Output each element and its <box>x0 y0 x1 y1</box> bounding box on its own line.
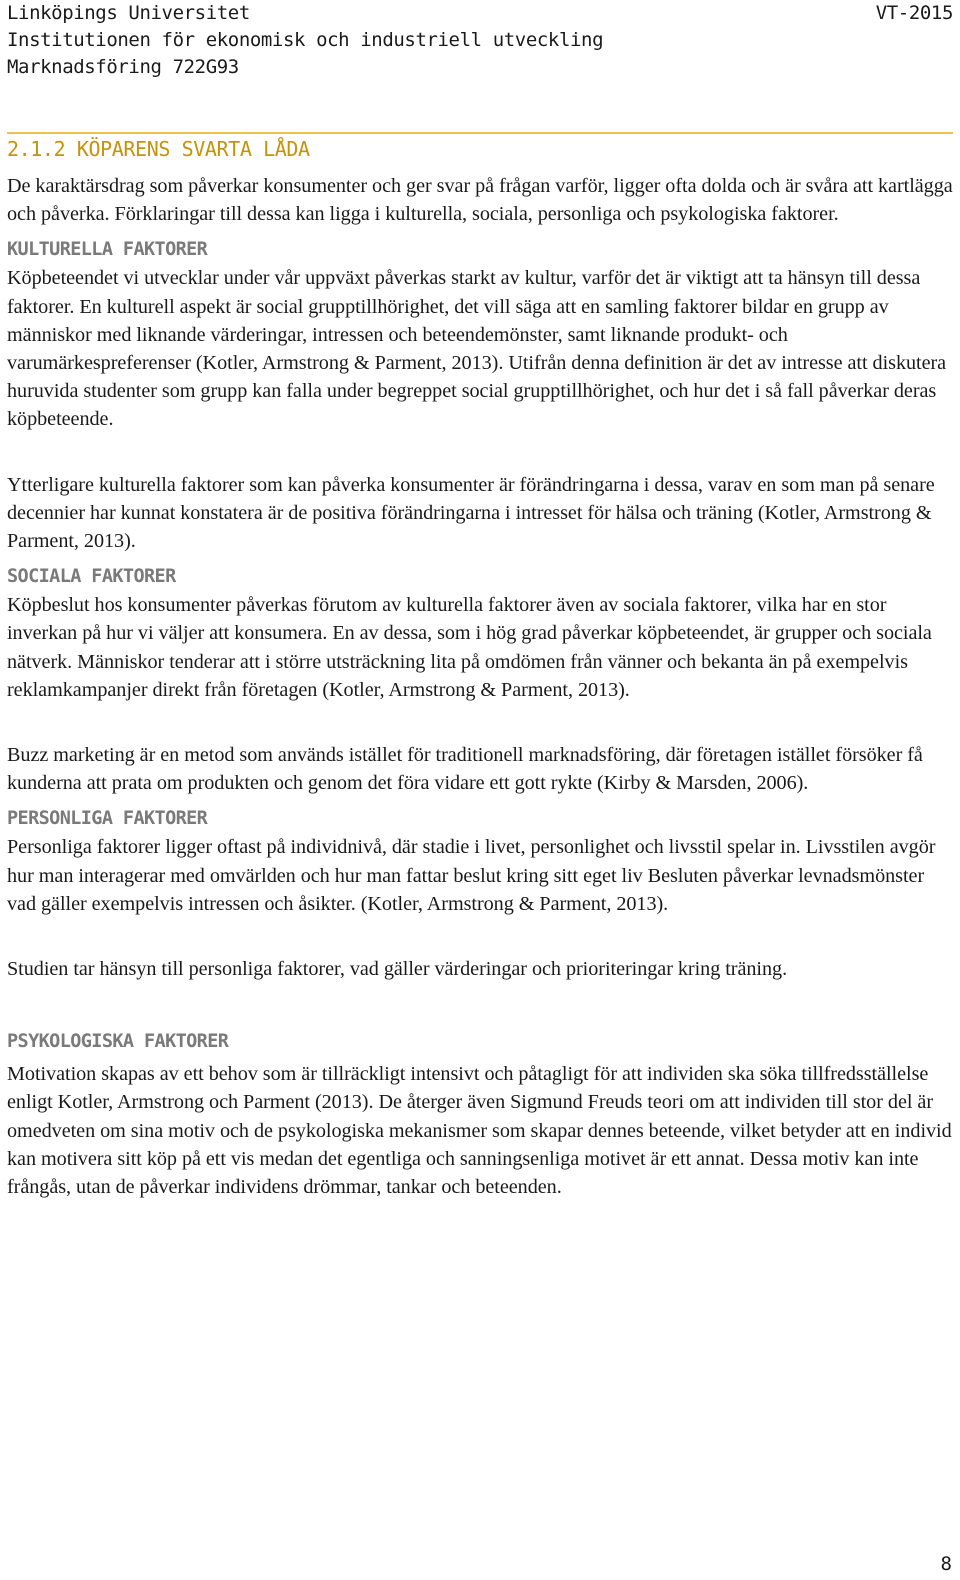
kulturella-paragraph-2: Ytterligare kulturella faktorer som kan påverka konsumenter är förändringarna i dessa, varav en som man på senare decennier har kunnat konstatera är de positiva förändringarna i intresset för hälsa och träning (Kotler, Armstrong & Parment, 2013). <box>7 473 935 553</box>
sociala-paragraph-2: Buzz marketing är en metod som används istället för traditionell marknadsföring, där företagen istället försöker få kunderna att prata om produkten och genom det föra vidare ett gott rykte (Kirby & Marsden, 2006). <box>7 744 923 795</box>
page-number: 8 <box>940 1553 952 1575</box>
kulturella-paragraph-1: Köpbeteendet vi utvecklar under vår uppväxt påverkas starkt av kultur, varför det är viktigt att ta hänsyn till dessa faktorer. En kulturell aspekt är social grupptillhörighet, det vill säga att en samling faktorer bildar en grupp av människor med liknande värderingar, intressen och beteendemönster, samt liknande produkt- och varumärkespreferenser (Kotler, Armstrong & Parment, 2013). Utifrån denna definition är det av intresse att diskutera huruvida studenter som grupp kan falla under begreppet social grupptillhörighet, och hur det i så fall påverkar deras köpbeteende. <box>7 267 947 431</box>
department-name: Institutionen för ekonomisk och industriell utveckling <box>7 29 604 51</box>
course-name: Marknadsföring 722G93 <box>7 56 239 78</box>
subheading-kulturella: KULTURELLA FAKTORER <box>7 239 208 261</box>
page-header <box>7 0 953 88</box>
subheading-personliga: PERSONLIGA FAKTORER <box>7 808 208 830</box>
intro-paragraph: De karaktärsdrag som påverkar konsumenter och ger svar på frågan varför, ligger ofta dolda och är svåra att kartlägga och påverka. Förklaringar till dessa kan ligga i kulturella, sociala, personliga och psykologiska faktorer. <box>7 175 953 226</box>
sociala-paragraph-1: Köpbeslut hos konsumenter påverkas förutom av kulturella faktorer även av sociala faktorer, vilka har en stor inverkan på hur vi väljer att konsumera. En av dessa, som i hög grad påverkar köpbeteendet, är grupper och sociala nätverk. Människor tenderar att i större utsträckning lita på omdömen från vänner och bekanta än på exempelvis reklamkampanjer direkt från företagen (Kotler, Armstrong & Parment, 2013). <box>7 594 932 701</box>
document-body <box>7 172 953 1201</box>
psykologiska-paragraph-1: Motivation skapas av ett behov som är tillräckligt intensivt och påtagligt för att individen ska söka tillfredsställelse enligt Kotler, Armstrong och Parment (2013). De återger även Sigmund Freuds teori om att individen till stor del är omedveten om sina motiv och de psykologiska mekanismer som skapar dennes beteende, vilket betyder att en individ kan motivera sitt köp på ett vis medan det egentliga och sanningsenliga motivet är ett annat. Dessa motiv kan inte frångås, utan de påverkar individens drömmar, tankar och beteenden. <box>7 1063 952 1199</box>
personliga-paragraph-2: Studien tar hänsyn till personliga faktorer, vad gäller värderingar och prioriteringar kring träning. <box>7 958 788 981</box>
subheading-sociala: SOCIALA FAKTORER <box>7 566 176 588</box>
subheading-psykologiska: PSYKOLOGISKA FAKTORER <box>7 1031 229 1053</box>
personliga-paragraph-1: Personliga faktorer ligger oftast på individnivå, där stadie i livet, personlighet och livsstil spelar in. Livsstilen avgör hur man interagerar med omvärlden och hur man fattar beslut kring sitt eget liv Besluten påverkar levnadsmönster vad gäller exempelvis intressen och åsikter. (Kotler, Armstrong & Parment, 2013). <box>7 836 936 915</box>
university-name: Linköpings Universitet <box>7 2 250 24</box>
section-title: 2.1.2 KÖPARENS SVARTA LÅDA <box>7 132 953 162</box>
term-label: VT-2015 <box>875 2 953 24</box>
